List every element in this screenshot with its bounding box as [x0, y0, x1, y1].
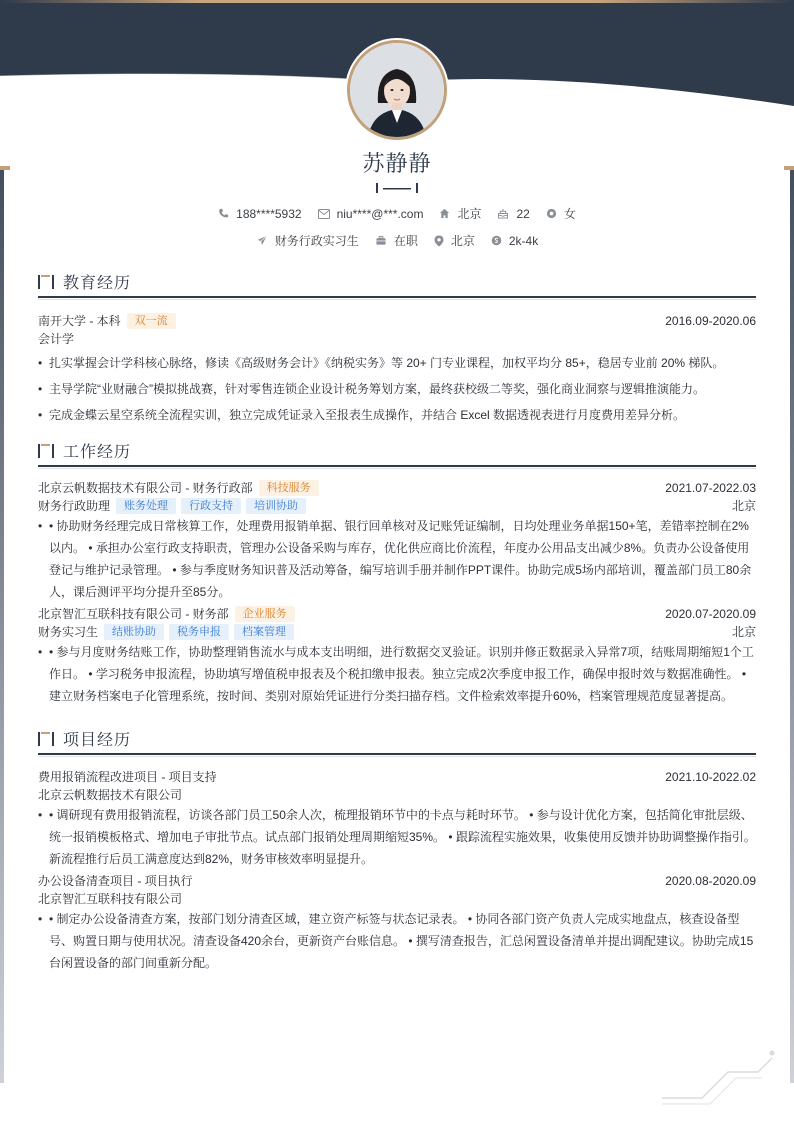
job-industry-tag: 科技服务: [259, 480, 319, 496]
age-text: 22: [516, 206, 530, 221]
major: 会计学: [38, 332, 75, 346]
education-bullet: • 扎实掌握会计学科核心脉络，修读《高级财务会计》《纳税实务》等 20+ 门专业课程，加权平均分 85+，稳居专业前 20% 梯队。: [38, 352, 756, 374]
project-company-row: [38, 890, 756, 908]
cake-icon: [497, 208, 509, 219]
bullet-dot: •: [38, 808, 43, 822]
email-text: niu****@***.com: [336, 206, 424, 221]
education-header: [38, 268, 756, 298]
school-tag: 双一流: [127, 313, 176, 329]
bullet-dot: •: [38, 519, 43, 533]
job-industry-tag: 企业服务: [235, 606, 295, 622]
education-title: 教育经历: [63, 275, 132, 292]
job-description-text: • 协助财务经理完成日常核算工作，处理费用报销单据、银行回单核对及记账凭证编制，日均处理业务单据150+笔，差错率控制在2%以内。 • 承担办公室行政支持职责，管理办公设备采购与库存，优化供应商比价流程，年度办公用品支出减少8%。负责办公设备使用登记与维护记录管理。 • 参与季度财务知识普及活动筹备，编写培训手册并制作PPT课件。协助完成5场内部培训，覆盖部门员工80余人，课后测评平均分提升至85分。: [49, 519, 752, 599]
projects-title: 项目经历: [63, 732, 132, 749]
location-pin-icon: [434, 235, 444, 247]
education-school-row: [38, 312, 756, 330]
paper-plane-icon: [256, 235, 268, 246]
phone-icon: [218, 208, 229, 219]
gender-item: [546, 205, 576, 222]
job-location: 北京: [731, 625, 756, 639]
job-date: 2021.07-2022.03: [665, 481, 756, 495]
name-divider-ornament: [376, 183, 418, 193]
job-role: 财务实习生: [38, 625, 99, 639]
project-company-row: [38, 786, 756, 804]
age-item: [497, 207, 529, 221]
job-role: 财务行政助理: [38, 499, 111, 513]
section-marker-icon: [38, 732, 54, 746]
status-text: 在职: [393, 234, 418, 248]
salary-item: [491, 234, 538, 248]
target-position-text: 财务行政实习生: [274, 234, 359, 248]
salary-text: 2k-4k: [508, 233, 539, 248]
section-marker-icon: [38, 275, 54, 289]
project-name-row: [38, 872, 756, 890]
candidate-name: 苏静静: [362, 151, 432, 176]
target-city-text: 北京: [450, 234, 475, 248]
project-name-row: [38, 768, 756, 786]
project-company: 北京智汇互联科技有限公司: [38, 892, 183, 906]
skill-tag: 结账协助: [104, 624, 164, 640]
envelope-icon: [318, 209, 330, 219]
left-border-line: [0, 170, 4, 1083]
project-date: 2020.08-2020.09: [665, 874, 756, 888]
work-title: 工作经历: [63, 444, 132, 461]
gender-icon: [546, 208, 557, 219]
job-company: 北京云帆数据技术有限公司 - 财务行政部: [38, 481, 253, 495]
job-company-row: [38, 479, 756, 497]
contact-row-intent: [0, 232, 794, 249]
coin-icon: [491, 235, 502, 246]
bullet-dot: •: [38, 645, 43, 659]
education-bullet: • 主导学院“业财融合”模拟挑战赛，针对零售连锁企业设计税务筹划方案，最终获校级二等奖，强化商业洞察与逻辑推演能力。: [38, 378, 756, 400]
city-text: 北京: [457, 207, 482, 221]
avatar: [347, 40, 447, 140]
skill-tag: 账务处理: [116, 498, 176, 514]
project-description-text: • 制定办公设备清查方案，按部门划分清查区域，建立资产标签与状态记录表。 • 协同各部门资产负责人完成实地盘点，核查设备型号、购置日期与使用状况。清查设备420余台，更新资产台账信息。 • 撰写清查报告，汇总闲置设备清单并提出调配建议。协助完成15台闲置设备的部门间重新分配。: [49, 912, 754, 970]
right-border-line: [790, 170, 794, 1083]
education-bullets: [38, 352, 756, 426]
education-major-row: [38, 330, 756, 348]
skill-tag: 行政支持: [181, 498, 241, 514]
section-marker-icon: [38, 444, 54, 458]
job-description: [38, 641, 756, 707]
skill-tag: 档案管理: [234, 624, 294, 640]
project-name: 办公设备清查项目 - 项目执行: [38, 874, 193, 888]
job-role-row: [38, 497, 756, 515]
phone-text: 188****5932: [236, 206, 302, 221]
project-description-text: • 调研现有费用报销流程，访谈各部门员工50余人次，梳理报销环节中的卡点与耗时环节。 • 参与设计优化方案，包括简化审批层级、统一报销模板格式、增加电子审批节点。试点部门报销处理周期缩短35%。 • 跟踪流程实施效果，收集使用反馈并协助调整操作指引。新流程推行后员工满意度达到82%，财务审核效率明显提升。: [49, 808, 756, 866]
status-item: [375, 232, 418, 249]
education-section: [38, 268, 756, 426]
project-name: 费用报销流程改进项目 - 项目支持: [38, 770, 217, 784]
briefcase-icon: [375, 235, 387, 246]
job-company: 北京智汇互联科技有限公司 - 财务部: [38, 607, 229, 621]
project-date: 2021.10-2022.02: [665, 770, 756, 784]
target-position-item: [256, 232, 359, 249]
school-degree: 南开大学 - 本科: [38, 314, 121, 328]
job-description-text: • 参与月度财务结账工作，协助整理销售流水与成本支出明细，进行数据交叉验证。识别并修正数据录入异常7项，结账周期缩短1个工作日。 • 学习税务申报流程，协助填写增值税申报表及个税扣缴申报表。独立完成2次季度申报工作，确保申报时效与数据准确性。 • 建立财务档案电子化管理系统，按时间、类别对原始凭证进行分类扫描存档。文件检索效率提升60%，档案管理规范度显著提高。: [49, 645, 754, 703]
job-location: 北京: [731, 499, 756, 513]
education-bullet: • 完成金蝶云星空系统全流程实训，独立完成凭证录入至报表生成操作，并结合 Excel 数据透视表进行月度费用差异分析。: [38, 404, 756, 426]
work-section: [38, 437, 756, 707]
skill-tag: 培训协助: [246, 498, 306, 514]
bullet-dot: •: [38, 912, 43, 926]
projects-header: [38, 725, 756, 755]
project-company: 北京云帆数据技术有限公司: [38, 788, 183, 802]
target-city-item: [434, 232, 475, 249]
contact-row-basic: [0, 205, 794, 222]
projects-section: [38, 725, 756, 974]
project-description: [38, 908, 756, 974]
education-date: 2016.09-2020.06: [665, 314, 756, 328]
job-role-row: [38, 623, 756, 641]
job-description: [38, 515, 756, 603]
city-item: [439, 205, 481, 222]
job-date: 2020.07-2020.09: [665, 607, 756, 621]
gender-text: 女: [563, 207, 576, 221]
corner-line-ornament: [660, 1048, 780, 1108]
phone-item: [218, 207, 301, 221]
email-item: [318, 207, 424, 221]
work-header: [38, 437, 756, 467]
project-description: [38, 804, 756, 870]
home-icon: [439, 208, 450, 219]
skill-tag: 税务申报: [169, 624, 229, 640]
job-company-row: [38, 605, 756, 623]
